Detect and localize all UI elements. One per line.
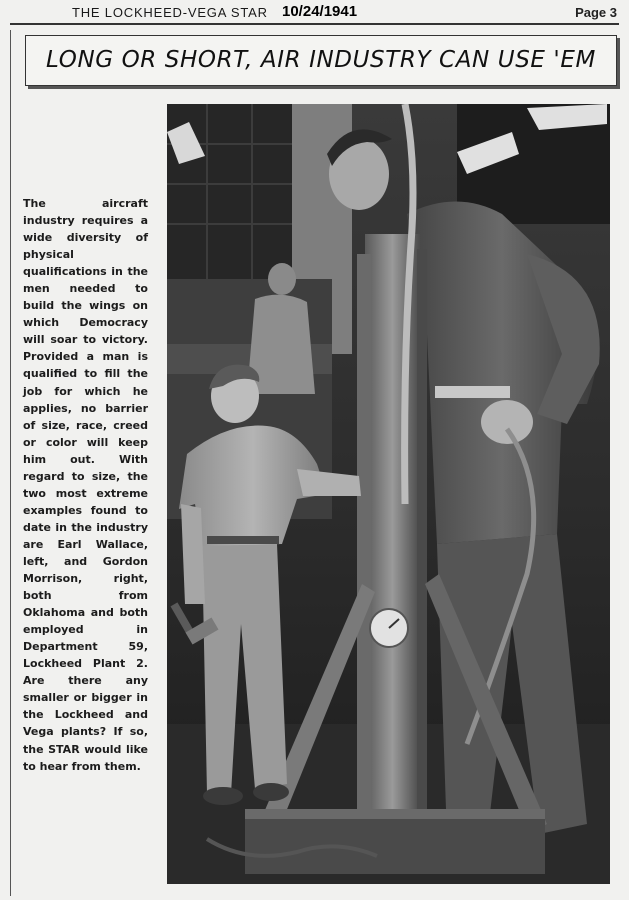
masthead-divider <box>10 23 619 25</box>
page-number: Page 3 <box>575 5 617 20</box>
left-margin-rule <box>10 30 11 896</box>
article-body: The aircraft industry requires a wide diversity of physical qualifications in the men needed to build the wings on which Democracy will soar to victory. Provided a man is qualified to fill the job for which he applies, no barrier of size, race, creed or color will keep him out. With regard to size, the two most extreme examples found to date in the industry are Earl Wallace, left, and Gordon Morrison, right, both from Oklahoma and both employed in Department 59, Lockheed Plant 2. Are there any smaller or bigger in the Lockheed and Vega plants? If so, the STAR would like to hear from them. <box>23 197 148 773</box>
short-boy-belt <box>207 536 279 544</box>
headline-box <box>25 35 617 86</box>
publication-title: THE LOCKHEED-VEGA STAR <box>72 5 268 20</box>
tall-man-hand <box>481 400 533 444</box>
issue-date: 10/24/1941 <box>282 3 358 20</box>
masthead <box>0 0 629 24</box>
headline: LONG OR SHORT, AIR INDUSTRY CAN USE 'EM <box>46 47 596 73</box>
news-photo <box>167 104 610 884</box>
photo-illustration <box>167 104 610 884</box>
tall-man-belt <box>435 386 510 398</box>
stand-base <box>245 814 545 874</box>
